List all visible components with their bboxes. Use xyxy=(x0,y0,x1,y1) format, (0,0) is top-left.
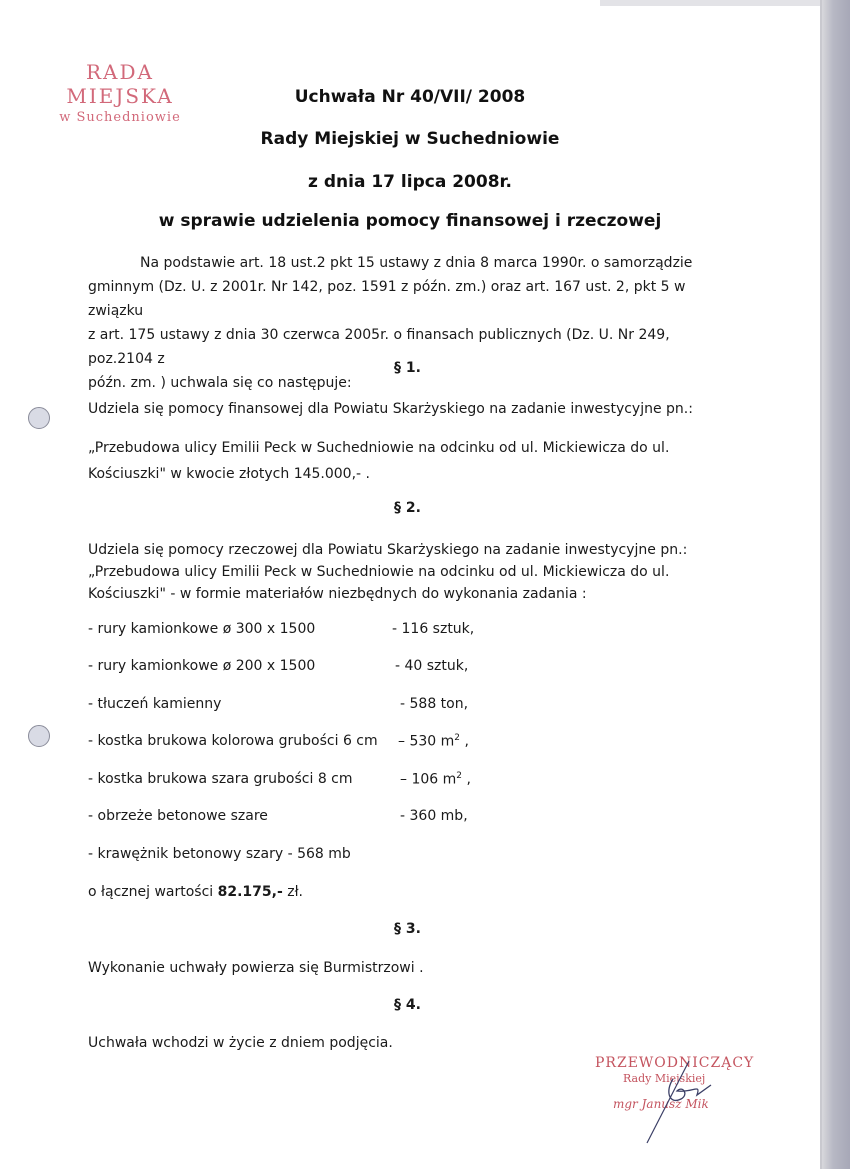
material-qty: – 106 $m^2$ , xyxy=(400,771,471,788)
section-4-heading: § 4. xyxy=(394,997,421,1013)
material-qty: – 530 $m^2$ , xyxy=(398,733,469,750)
material-qty: - 588 ton, xyxy=(400,696,469,712)
total-value-line: o łącznej wartości 82.175,- zł. xyxy=(88,884,304,900)
section-1-heading: § 1. xyxy=(394,360,421,376)
material-qty: - 360 mb, xyxy=(400,808,468,824)
preamble-line: późn. zm. ) uchwala się co następuje: xyxy=(88,375,352,391)
section-2-heading: § 2. xyxy=(394,500,421,516)
preamble-line: Na podstawie art. 18 ust.2 pkt 15 ustawy z dnia 8 marca 1990r. o samorządzie xyxy=(140,255,693,271)
resolution-date: z dnia 17 lipca 2008r. xyxy=(308,172,512,192)
stamp-line-1: RADA MIEJSKA xyxy=(66,60,174,108)
unit-superscript: 2 xyxy=(456,771,462,781)
section-2-line: Udziela się pomocy rzeczowej dla Powiatu Skarżyskiego na zadanie inwestycyjne pn.: xyxy=(88,542,688,558)
scan-right-edge xyxy=(822,0,850,1169)
material-item: - krawężnik betonowy szary - 568 mb xyxy=(88,846,351,862)
material-item: - obrzeże betonowe szare xyxy=(88,808,268,824)
section-1-task-line: Kościuszki" w kwocie złotych 145.000,- . xyxy=(88,466,370,482)
material-item: - kostka brukowa kolorowa grubości 6 cm xyxy=(88,733,378,749)
total-value: 82.175,- xyxy=(217,884,283,900)
section-1-text: Udziela się pomocy finansowej dla Powiatu Skarżyskiego na zadanie inwestycyjne pn.: xyxy=(88,401,693,417)
section-3-heading: § 3. xyxy=(394,921,421,937)
chairman-signature-stamp xyxy=(585,1055,755,1145)
preamble-line: z art. 175 ustawy z dnia 30 czerwca 2005r. o finansach publicznych (Dz. U. Nr 249, poz.2104 z xyxy=(88,327,670,367)
material-qty: - 116 sztuk, xyxy=(392,621,475,637)
section-4-text: Uchwała wchodzi w życie z dniem podjęcia. xyxy=(88,1035,393,1051)
handwritten-signature xyxy=(585,1055,755,1145)
punch-hole xyxy=(28,407,50,429)
section-3-text: Wykonanie uchwały powierza się Burmistrzowi . xyxy=(88,960,424,976)
unit-superscript: 2 xyxy=(454,733,460,743)
resolution-title: Uchwała Nr 40/VII/ 2008 xyxy=(294,87,526,107)
signature-body: Rady Miejskiej xyxy=(623,1072,706,1085)
material-item: - tłuczeń kamienny xyxy=(88,696,222,712)
signature-name: mgr Janusz Mik xyxy=(613,1097,709,1111)
material-item: - rury kamionkowe ø 300 x 1500 xyxy=(88,621,316,637)
punch-hole xyxy=(28,725,50,747)
section-2-line: Kościuszki" - w formie materiałów niezbędnych do wykonania zadania : xyxy=(88,586,587,602)
preamble-line: gminnym (Dz. U. z 2001r. Nr 142, poz. 1591 z późn. zm.) oraz art. 167 ust. 2, pkt 5 w związku xyxy=(88,279,686,319)
stamp-line-2: w Suchedniowie xyxy=(59,110,181,125)
material-qty: - 40 sztuk, xyxy=(395,658,469,674)
scan-top-shadow xyxy=(600,0,822,6)
section-2-line: „Przebudowa ulicy Emilii Peck w Suchedniowie na odcinku od ul. Mickiewicza do ul. xyxy=(88,564,670,580)
resolution-subject: w sprawie udzielenia pomocy finansowej i rzeczowej xyxy=(158,211,662,231)
material-item: - kostka brukowa szara grubości 8 cm xyxy=(88,771,353,787)
section-1-task-line: „Przebudowa ulicy Emilii Peck w Suchedniowie na odcinku od ul. Mickiewicza do ul. xyxy=(88,440,670,456)
council-name: Rady Miejskiej w Suchedniowie xyxy=(260,129,560,149)
material-item: - rury kamionkowe ø 200 x 1500 xyxy=(88,658,316,674)
signature-title: PRZEWODNICZĄCY xyxy=(595,1055,755,1071)
